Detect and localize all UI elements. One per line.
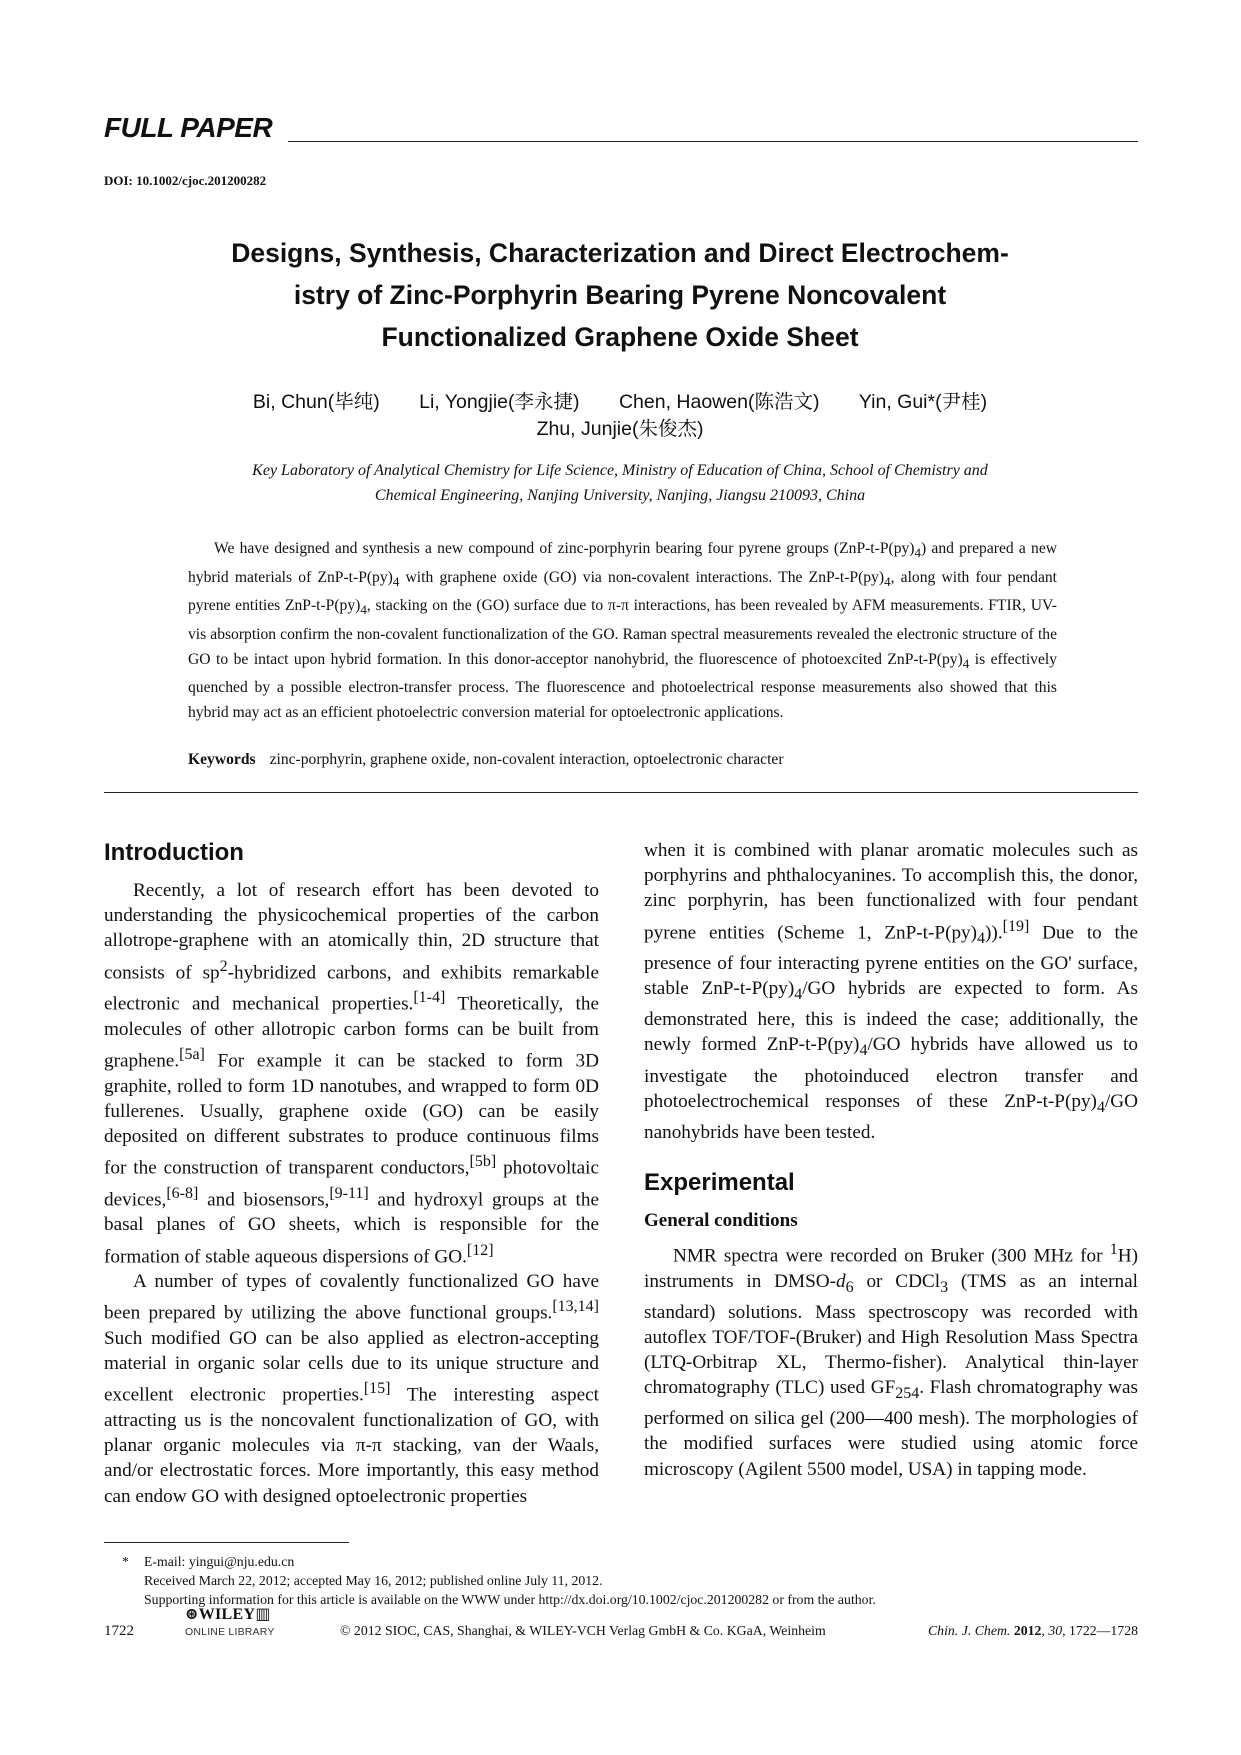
abstract-separator bbox=[104, 792, 1138, 793]
affiliation-line-1: Key Laboratory of Analytical Chemistry for Life Science, Ministry of Education of China, School of Chemistry and bbox=[252, 462, 988, 479]
header-rule bbox=[288, 141, 1138, 142]
page-number: 1722 bbox=[104, 1623, 134, 1639]
received-dates: Received March 22, 2012; accepted May 16, 2012; published online July 11, 2012. bbox=[144, 1573, 603, 1588]
author-name: Li, Yongjie(李永捷) bbox=[419, 391, 580, 413]
author-name: Zhu, Junjie(朱俊杰) bbox=[536, 418, 704, 440]
citation: [19] bbox=[1002, 917, 1030, 935]
keywords-text: zinc-porphyrin, graphene oxide, non-covalent interaction, optoelectronic character bbox=[269, 751, 784, 768]
title-line-1: Designs, Synthesis, Characterization and Direct Electrochem- bbox=[231, 238, 1009, 268]
citation: [13,14] bbox=[552, 1298, 599, 1316]
affiliation-line-2: Chemical Engineering, Nanjing University, Nanjing, Jiangsu 210093, China bbox=[374, 486, 866, 504]
doi-line: DOI: 10.1002/cjoc.201200282 bbox=[104, 173, 267, 188]
experimental-heading: Experimental bbox=[644, 1168, 795, 1196]
footnotes bbox=[122, 1552, 876, 1609]
author-name: Yin, Gui*(尹桂) bbox=[858, 391, 988, 413]
citation: [5a] bbox=[179, 1046, 205, 1063]
title-line-2: istry of Zinc-Porphyrin Bearing Pyrene Noncovalent bbox=[293, 280, 947, 310]
library-books-icon: ▥ bbox=[255, 1606, 271, 1623]
right-column bbox=[644, 838, 1138, 1482]
abstract bbox=[188, 537, 1057, 726]
citation: [12] bbox=[466, 1241, 494, 1259]
citation: [6-8] bbox=[166, 1184, 199, 1202]
introduction-heading: Introduction bbox=[104, 839, 244, 866]
section-label: FULL PAPER bbox=[104, 112, 273, 143]
experimental-paragraph: NMR spectra were recorded on Bruker (300 MHz for $^1$H) instruments in DMSO-$d_6$ or CDCl$_3$ (TMS as an internal standard) solutions. Mass spectroscopy was recorded with autoflex TOF/TOF-(Bruker) and High Resolution Mass Spectra (LTQ-Orbitrap XL, Thermo-fisher). Analytical thin-layer chromatography (TLC) used $GF_{254}$. Flash chromatography was performed on silica gel (200—400 mesh). The morphologies of the modified surfaces were studied using atomic force microscopy (Agilent 5500 model, USA) in tapping mode. bbox=[644, 1240, 1138, 1480]
general-conditions-heading: General conditions bbox=[644, 1209, 798, 1231]
copyright-notice: © 2012 SIOC, CAS, Shanghai, & WILEY-VCH Verlag GmbH & Co. KGaA, Weinheim bbox=[340, 1623, 826, 1638]
wiley-logo bbox=[185, 1604, 295, 1644]
author-name: Chen, Haowen(陈浩文) bbox=[618, 391, 820, 413]
intro-paragraph-1: Recently, a lot of research effort has been devoted to understanding the physicochemical properties of the carbon allotrope-graphene with an atomically thin, 2D structure that consists of $sp^2$-hybridized carbons, and exhibits remarkable electronic and mechanical properties.[1-4] Theoretically, the molecules of other allotropic carbon forms can be built from graphene.[5a] For example it can be stacked to form 3D graphite, rolled to form 1D nanotubes, and wrapped to form 0D fullerenes. Usually, graphene oxide (GO) can be easily deposited on different substrates to produce continuous films for the construction of transparent conductors,[5b] photovoltaic devices,[6-8] and biosensors,[9-11] and hydroxyl groups at the basal planes of GO sheets, which is responsible for the formation of stable aqueous dispersions of GO.[12] bbox=[104, 880, 599, 1267]
author-name: Bi, Chun(毕纯) bbox=[252, 391, 380, 413]
title-line-3: Functionalized Graphene Oxide Sheet bbox=[381, 322, 859, 352]
affiliation bbox=[180, 459, 1060, 508]
left-column bbox=[104, 838, 599, 1509]
supporting-info: Supporting information for this article is available on the WWW under http://dx.doi.org/10.1002/cjoc.201200282 or from the author. bbox=[144, 1592, 876, 1607]
footnote-rule bbox=[104, 1542, 349, 1543]
citation: [9-11] bbox=[329, 1184, 369, 1202]
footnote-star: * bbox=[122, 1554, 129, 1569]
corresponding-email[interactable]: E-mail: yingui@nju.edu.cn bbox=[144, 1554, 295, 1569]
abstract-paragraph: We have designed and synthesis a new compound of zinc-porphyrin bearing four pyrene groups $(ZnP-t-P(py)_4)$ and prepared a new hybrid materials of ZnP-$t-P(py)_4$ with graphene oxide (GO) via non-covalent interactions. The ZnP-$t-P(py)_4$, along with four pendant pyrene entities ZnP-$t-P(py)_4$, stacking on the (GO) surface due to π-π interactions, has been revealed by AFM measurements. FTIR, UV-vis absorption confirm the non-covalent functionalization of the GO. Raman spectral measurements revealed the electronic structure of the GO to be intact upon hybrid formation. In this donor-acceptor nanohybrid, the fluorescence of photoexcited ZnP-$t-P(py)_4$ is effectively quenched by a possible electron-transfer process. The fluorescence and photoelectrical response measurements also showed that this hybrid may act as an efficient photoelectric conversion material for optoelectronic applications. bbox=[188, 540, 1058, 721]
keywords-label: Keywords bbox=[188, 751, 256, 768]
article-title bbox=[150, 232, 1090, 358]
citation: [1-4] bbox=[413, 989, 446, 1007]
wiley-mark-icon: ⊛ bbox=[185, 1606, 199, 1623]
intro-paragraph-2: A number of types of covalently functionalized GO have been prepared by utilizing the above functional groups.[13,14] Such modified GO can be also applied as electron-accepting material in organic solar cells due to its unique structure and excellent electronic properties.[15] The interesting aspect attracting us is the noncovalent functionalization of GO, with planar organic molecules via π-π stacking, van der Waals, and/or electrostatic forces. More importantly, this easy method can endow GO with designed optoelectronic properties bbox=[104, 1271, 599, 1507]
page-footer bbox=[0, 1604, 1241, 1644]
wiley-logo-text: ⊛WILEY▥ bbox=[185, 1606, 271, 1623]
citation: [5b] bbox=[469, 1153, 497, 1171]
keywords bbox=[188, 751, 784, 769]
journal-citation: Chin. J. Chem. 2012, 30, 1722—1728 bbox=[927, 1623, 1138, 1638]
citation: [15] bbox=[363, 1380, 391, 1398]
author-list bbox=[150, 389, 1090, 443]
page-header bbox=[104, 108, 1138, 144]
online-library-text: ONLINE LIBRARY bbox=[185, 1626, 275, 1638]
intro-paragraph-3: when it is combined with planar aromatic molecules such as porphyrins and phthalocyanines. To accomplish this, the donor, zinc porphyrin, has been functionalized with four pendant pyrene entities (Scheme 1, ZnP-$t-P(py)_4)).[19]$ Due to the presence of four interacting pyrene entities on the GO' surface, stable ZnP-$t-P(py)_4/GO$ hybrids are expected to form. As demonstrated here, this is indeed the case; additionally, the newly formed ZnP-$t-P(py)_4/GO$ hybrids have allowed us to investigate the photoinduced electron transfer and photoelectrochemical responses of these ZnP-$t-P(py)_4/GO$ nanohybrids have been tested. bbox=[644, 840, 1138, 1143]
